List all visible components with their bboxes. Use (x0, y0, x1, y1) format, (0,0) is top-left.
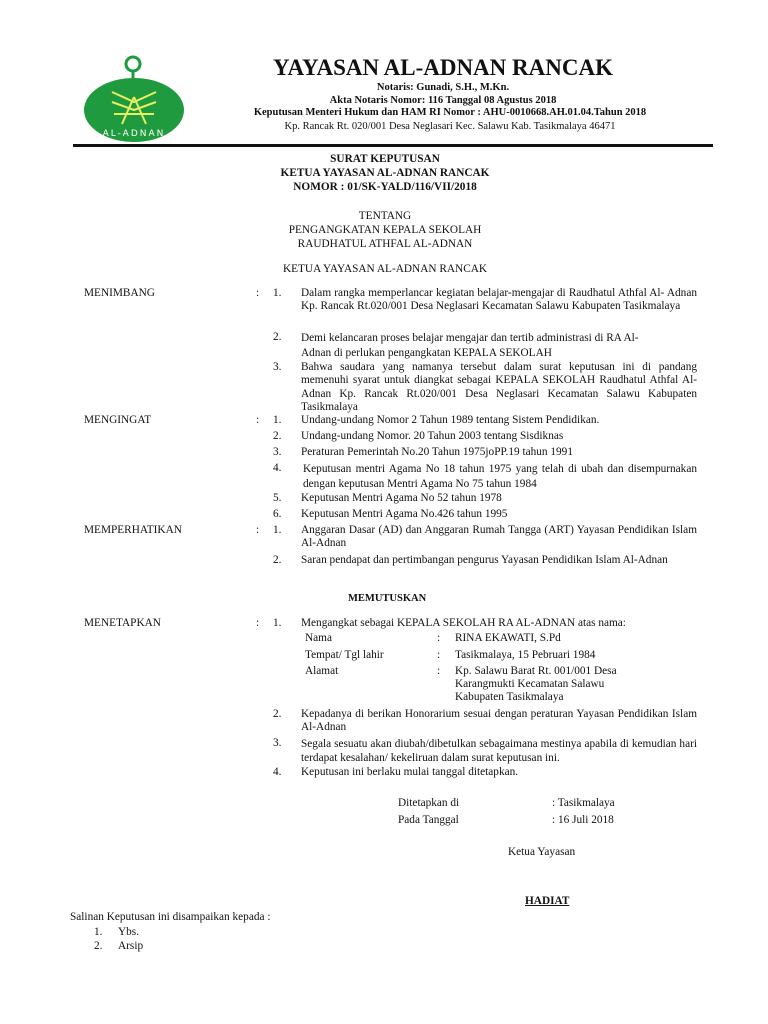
section-label: MENIMBANG (84, 287, 155, 299)
issuer: KETUA YAYASAN AL-ADNAN RANCAK (282, 263, 488, 275)
tanggal-value: : 16 Juli 2018 (552, 814, 614, 826)
akta: Akta Notaris Nomor: 116 Tanggal 08 Agustus 2018 (329, 95, 557, 106)
list-item: Undang-undang Nomor. 20 Tahun 2003 tentang Sisdiknas (301, 430, 564, 442)
salinan-intro: Salinan Keputusan ini disampaikan kepada : (70, 911, 271, 923)
item-number: 5. (273, 492, 282, 504)
foundation-logo (84, 52, 186, 144)
list-item: Keputusan Mentri Agama No 52 tahun 1978 (301, 492, 502, 504)
item-number: 2. (273, 708, 282, 720)
colon: : (256, 524, 260, 536)
list-item: Saran pendapat dan pertimbangan pengurus Yayasan Pendidikan Islam Al-Adnan (301, 554, 668, 566)
nama-value: RINA EKAWATI, S.Pd (455, 632, 561, 644)
item-number: 2. (273, 331, 282, 343)
item-number: 1. (273, 617, 282, 629)
colon: : (256, 287, 260, 299)
list-item: Peraturan Pemerintah No.20 Tahun 1975joPP.19 tahun 1991 (301, 446, 573, 458)
colon: : (256, 414, 260, 426)
item-number: 2. (273, 554, 282, 566)
notary: Notaris: Gunadi, S.H., M.Kn. (376, 82, 510, 93)
ttl-value: Tasikmalaya, 15 Pebruari 1984 (455, 649, 596, 661)
doc-subtitle: KETUA YAYASAN AL-ADNAN RANCAK (280, 167, 490, 179)
keputusan-menteri: Keputusan Menteri Hukum dan HAM RI Nomor : AHU-0010668.AH.01.04.Tahun 2018 (253, 107, 647, 118)
item-number: 1. (273, 414, 282, 426)
salinan-item: Ybs. (118, 926, 140, 938)
tanggal-label: Pada Tanggal (398, 814, 459, 826)
tentang: TENTANG (358, 210, 412, 222)
section-label: MENGINGAT (84, 414, 152, 426)
list-item: Kepadanya di berikan Honorarium sesuai dengan peraturan Yayasan Pendidikan Islam Al-Adnan (301, 708, 697, 734)
doc-title: SURAT KEPUTUSAN (330, 153, 440, 165)
item-number: 2. (273, 430, 282, 442)
signer-title: Ketua Yayasan (508, 846, 576, 858)
list-item: Demi kelancaran proses belajar mengajar dan tertib administrasi di RA Al-Adnan di perlukan pengangkatan KEPALA SEKOLAH (301, 332, 639, 359)
item-number: 1. (273, 524, 282, 536)
doc-number: NOMOR : 01/SK-YALD/116/VII/2018 (293, 181, 477, 193)
nama-label: Nama (305, 632, 332, 644)
item-number: 3. (273, 361, 282, 373)
ditetapkan-label: Ditetapkan di (398, 797, 460, 809)
list-item: Keputusan mentri Agama No 18 tahun 1975 yang telah di ubah dan disempurnakan dengan keputusan Mentri Agama No 75 tahun 1984 (303, 463, 697, 490)
list-item: Segala sesuatu akan diubah/dibetulkan sebagaimana mestinya apabila di kemudian hari terdapat kesalahan/ kekeliruan dalam surat keputusan ini. (301, 738, 697, 764)
colon: : (437, 665, 441, 677)
colon: : (256, 617, 260, 629)
item-number: 3. (273, 446, 282, 458)
list-item: Keputusan ini berlaku mulai tanggal ditetapkan. (301, 766, 519, 778)
list-item: Mengangkat sebagai KEPALA SEKOLAH RA AL-ADNAN atas nama: (301, 617, 626, 629)
section-label: MENETAPKAN (84, 617, 161, 629)
item-number: 4. (273, 766, 282, 778)
address: Kp. Rancak Rt. 020/001 Desa Neglasari Kec. Salawu Kab. Tasikmalaya 46471 (284, 121, 616, 132)
colon: : (437, 649, 441, 661)
item-number: 1. (273, 287, 282, 299)
list-item: Dalam rangka memperlancar kegiatan belajar-mengajar di Raudhatul Athfal Al- Adnan Kp. Rancak Rt.020/001 Desa Neglasari Kecamatan Salawu Kabupaten Tasikmalaya (301, 287, 697, 313)
alamat-label: Alamat (305, 665, 339, 677)
alamat-value: Kp. Salawu Barat Rt. 001/001 Desa Karangmukti Kecamatan Salawu Kabupaten Tasikmalaya (455, 665, 617, 703)
item-number: 2. (94, 940, 103, 952)
colon: : (437, 632, 441, 644)
item-number: 6. (273, 508, 282, 520)
list-item: Undang-undang Nomor 2 Tahun 1989 tentang Sistem Pendidikan. (301, 414, 600, 426)
ttl-label: Tempat/ Tgl lahir (305, 649, 384, 661)
item-number: 1. (94, 926, 103, 938)
header-divider (73, 144, 713, 147)
section-label: MEMPERHATIKAN (84, 524, 182, 536)
ditetapkan-value: : Tasikmalaya (552, 797, 615, 809)
subject-2: RAUDHATUL ATHFAL AL-ADNAN (297, 238, 473, 250)
list-item: Keputusan Mentri Agama No.426 tahun 1995 (301, 508, 508, 520)
foundation-title: YAYASAN AL-ADNAN RANCAK (273, 55, 613, 80)
item-number: 4. (273, 462, 282, 474)
salinan-item: Arsip (118, 940, 144, 952)
svg-text:AL-ADNAN: AL-ADNAN (102, 129, 166, 139)
item-number: 3. (273, 737, 282, 749)
memutuskan-heading: MEMUTUSKAN (348, 593, 427, 604)
signer-name: HADIAT (525, 895, 570, 907)
list-item: Bahwa saudara yang namanya tersebut dalam surat keputusan ini di pandang memenuhi syarat untuk diangkat sebagai KEPALA SEKOLAH Raudhatul Athfal Al-Adnan Kp. Rancak Rt.020/001 Desa Neglasari Kecamatan Salawu Kabupaten Tasikmalaya (301, 361, 697, 413)
list-item: Anggaran Dasar (AD) dan Anggaran Rumah Tangga (ART) Yayasan Pendidikan Islam Al-Adnan (301, 524, 697, 550)
subject-1: PENGANGKATAN KEPALA SEKOLAH (288, 224, 482, 236)
